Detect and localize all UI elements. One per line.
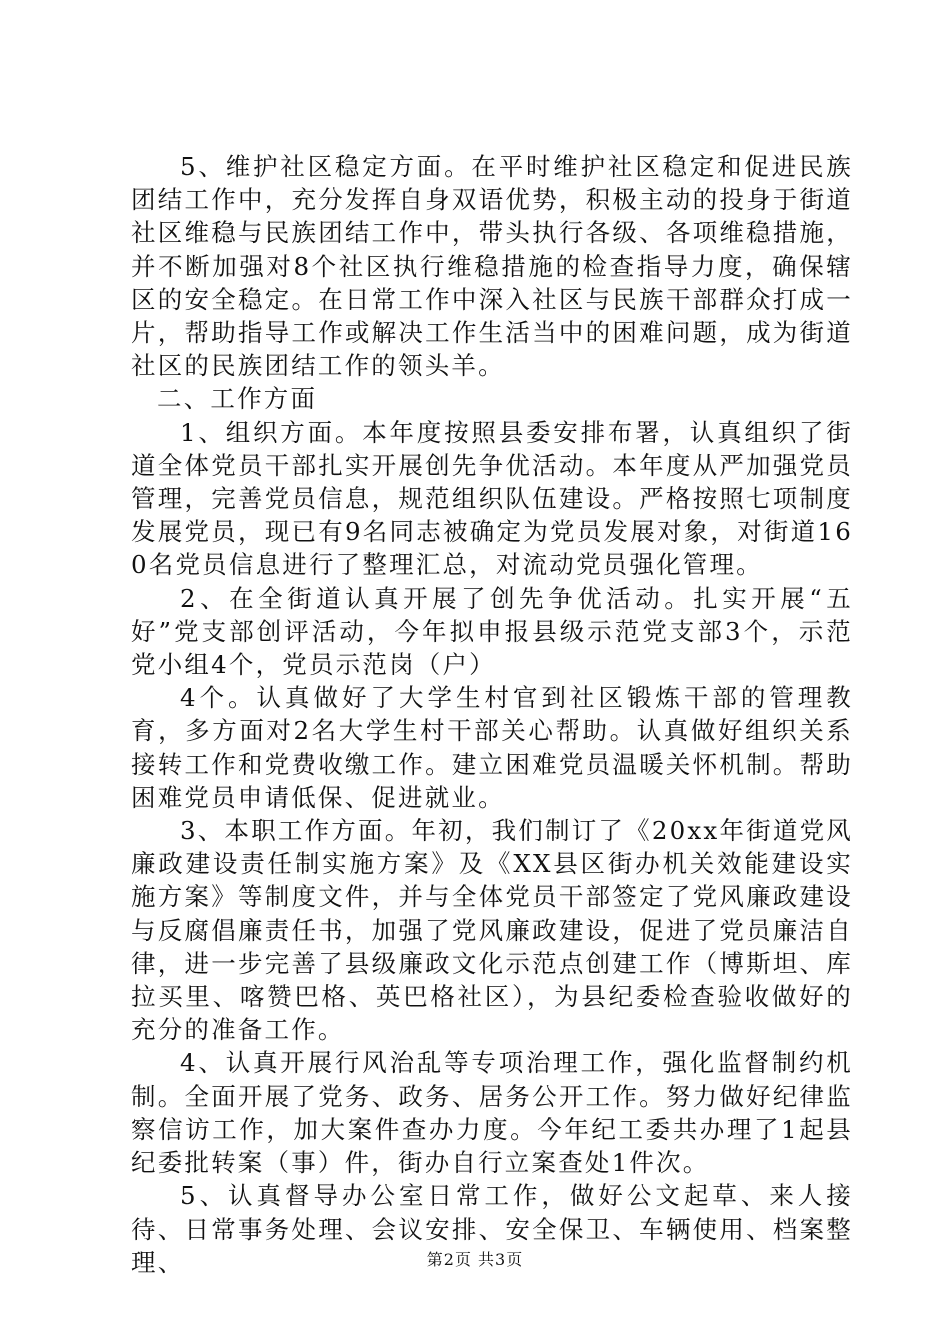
section-heading: 二、工作方面 <box>157 384 318 414</box>
paragraph: 2、在全街道认真开展了创先争优活动。扎实开展“五好”党支部创评活动，今年拟申报县级示范党支部3个，示范党小组4个，党员示范岗（户） <box>131 583 853 680</box>
paragraph: 4个。认真做好了大学生村官到社区锻炼干部的管理教育，多方面对2名大学生村干部关心帮助。认真做好组织关系接转工作和党费收缴工作。建立困难党员温暖关怀机制。帮助困难党员申请低保、促进就业。 <box>131 683 853 812</box>
paragraph: 5、维护社区稳定方面。在平时维护社区稳定和促进民族团结工作中，充分发挥自身双语优势，积极主动的投身于街道社区维稳与民族团结工作中，带头执行各级、各项维稳措施，并不断加强对8个社区执行维稳措施的检查指导力度，确保辖区的安全稳定。在日常工作中深入社区与民族干部群众打成一片，帮助指导工作或解决工作生活当中的困难问题，成为街道社区的民族团结工作的领头羊。 <box>131 152 853 381</box>
paragraph: 5、认真督导办公室日常工作，做好公文起草、来人接待、日常事务处理、会议安排、安全保卫、车辆使用、档案整理、 <box>131 1181 853 1277</box>
paragraph: 3、本职工作方面。年初，我们制订了《20xx年街道党风廉政建设责任制实施方案》及《XX县区街办机关效能建设实施方案》等制度文件，并与全体党员干部签定了党风廉政建设与反腐倡廉责任书，加强了党风廉政建设，促进了党员廉洁自律，进一步完善了县级廉政文化示范点创建工作（博斯坦、库拉买里、喀赞巴格、英巴格社区），为县纪委检查验收做好的充分的准备工作。 <box>131 816 853 1045</box>
page-number-footer: 第2页 共3页 <box>426 1250 524 1269</box>
document-body <box>131 150 853 1279</box>
paragraph: 4、认真开展行风治乱等专项治理工作，强化监督制约机制。全面开展了党务、政务、居务公开工作。努力做好纪律监察信访工作，加大案件查办力度。今年纪工委共办理了1起县纪委批转案（事）件，街办自行立案查处1件次。 <box>131 1048 853 1178</box>
paragraph: 1、组织方面。本年度按照县委安排布署，认真组织了街道全体党员干部扎实开展创先争优活动。本年度从严加强党员管理，完善党员信息，规范组织队伍建设。严格按照七项制度发展党员，现已有9名同志被确定为党员发展对象，对街道160名党员信息进行了整理汇总，对流动党员强化管理。 <box>131 417 853 580</box>
